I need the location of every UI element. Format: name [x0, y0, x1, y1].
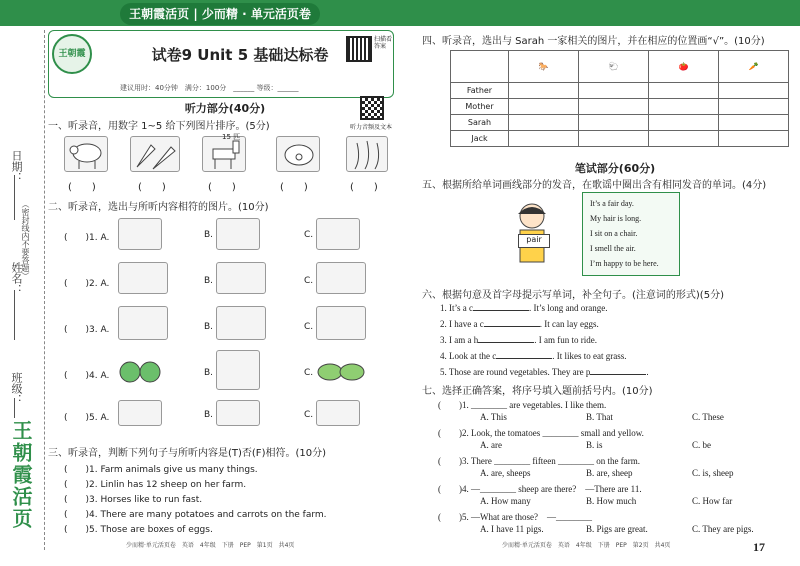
s6-item: 4. Look at the c . It likes to eat grass.: [440, 351, 627, 361]
class-line: [14, 398, 15, 418]
s7-option[interactable]: B. are, sheep: [586, 468, 633, 478]
s2-q3-b-label: B.: [204, 322, 214, 332]
tick-cell[interactable]: [579, 131, 649, 147]
s7-option[interactable]: C. They are pigs.: [692, 524, 754, 534]
s2-q5-number[interactable]: ( )5. A.: [64, 413, 110, 423]
farm-picture[interactable]: [216, 262, 266, 294]
tick-cell[interactable]: [649, 83, 719, 99]
page-title: 试卷9 Unit 5 基础达标卷: [151, 46, 329, 64]
s6-item: 3. I am a h . I am fun to ride.: [440, 335, 597, 345]
s7-option[interactable]: B. How much: [586, 496, 637, 506]
answer-paren[interactable]: ( ): [68, 182, 96, 193]
table-row-label: Jack: [451, 131, 509, 147]
horse-count-label: 15 匹: [222, 133, 241, 141]
potatoes-picture[interactable]: [316, 356, 366, 388]
s7-option[interactable]: A. are: [480, 440, 502, 450]
fill-blank[interactable]: [473, 302, 529, 311]
tick-cell[interactable]: [719, 99, 789, 115]
class-label: 班级：: [10, 372, 23, 405]
qr-caption: 扫描看答案: [374, 36, 393, 50]
sheep-picture[interactable]: [316, 218, 360, 250]
s2-q2-c-label: C.: [304, 276, 314, 286]
s6-item: 2. I have a c . It can lay eggs.: [440, 319, 599, 329]
chant-line[interactable]: I’m happy to be here.: [590, 259, 659, 268]
section-7-title: 七、选择正确答案，将序号填入题前括号内。(10分): [422, 386, 653, 397]
animals-picture[interactable]: [118, 400, 162, 426]
chant-line[interactable]: I sit on a chair.: [590, 229, 638, 238]
s7-question[interactable]: ( )1. ________ are vegetables. I like them.: [438, 400, 607, 410]
date-label: 日期：: [10, 150, 23, 183]
s7-option[interactable]: A. How many: [480, 496, 531, 506]
fill-blank[interactable]: [478, 334, 534, 343]
answer-paren[interactable]: ( ): [138, 182, 166, 193]
tick-cell[interactable]: [719, 115, 789, 131]
brand-series-label: 王朝霞活页 | 少而精 · 单元活页卷: [120, 3, 320, 25]
brand-vertical: 王朝霞活页: [9, 420, 33, 530]
name-line: [14, 290, 15, 340]
animals-picture[interactable]: [216, 400, 260, 426]
date-line: [14, 175, 15, 220]
tick-cell[interactable]: [579, 83, 649, 99]
carrots-icon: [130, 136, 180, 172]
exam-meta: 建议用时：40分钟 满分：100分 ______ 等级：______: [120, 84, 299, 92]
tick-cell[interactable]: [509, 115, 579, 131]
farm-picture[interactable]: [118, 262, 168, 294]
s2-q1-b-label: B.: [204, 230, 214, 240]
table-row-label: Mother: [451, 99, 509, 115]
s7-option[interactable]: A. This: [480, 412, 507, 422]
tomatoes-picture[interactable]: [118, 356, 162, 388]
s3-item[interactable]: ( )3. Horses like to run fast.: [64, 495, 203, 505]
name-label: 姓名：: [10, 262, 23, 295]
sheep-icon: [64, 136, 108, 172]
table-row-label: Sarah: [451, 115, 509, 131]
green-beans-icon: [346, 136, 388, 172]
sheep-icon: 🐑: [579, 51, 649, 83]
seal-line: [44, 30, 45, 550]
s7-option[interactable]: C. is, sheep: [692, 468, 734, 478]
s7-option[interactable]: C. How far: [692, 496, 733, 506]
s2-q4-number[interactable]: ( )4. A.: [64, 371, 110, 381]
s2-q2-b-label: B.: [204, 276, 214, 286]
s3-item[interactable]: ( )2. Linlin has 12 sheep on her farm.: [64, 480, 247, 490]
s7-question[interactable]: ( )2. Look, the tomatoes ________ small and yellow.: [438, 428, 644, 438]
section-5-title: 五、根据所给单词画线部分的发音，在歌谣中圈出含有相同发音的单词。(4分): [422, 180, 767, 191]
bee-picture[interactable]: [216, 218, 260, 250]
section-3-title: 三、听录音，判断下列句子与所听内容是(T)否(F)相符。(10分): [48, 448, 326, 459]
tick-cell[interactable]: [649, 115, 719, 131]
tick-cell[interactable]: [719, 83, 789, 99]
pig-icon: [276, 136, 320, 172]
tick-cell[interactable]: [509, 99, 579, 115]
tick-cell[interactable]: [579, 115, 649, 131]
s2-q2-number[interactable]: ( )2. A.: [64, 279, 110, 289]
s2-q1-c-label: C.: [304, 230, 314, 240]
tick-cell[interactable]: [649, 99, 719, 115]
horse-icon: 🐎: [509, 51, 579, 83]
tomatoes-icon: 🍅: [649, 51, 719, 83]
s3-item[interactable]: ( )4. There are many potatoes and carrots on the farm.: [64, 510, 327, 520]
seal-note: （密封线内不要答题）: [21, 200, 30, 280]
chant-line[interactable]: My hair is long.: [590, 214, 642, 223]
carrots-icon: 🥕: [719, 51, 789, 83]
tick-cell[interactable]: [649, 131, 719, 147]
section-2-title: 二、听录音，选出与所听内容相符的图片。(10分): [48, 202, 269, 213]
s3-item[interactable]: ( )1. Farm animals give us many things.: [64, 465, 258, 475]
chant-line[interactable]: It’s a fair day.: [590, 199, 634, 208]
section-6-title: 六、根据句意及首字母提示写单词，补全句子。(注意词的形式)(5分): [422, 290, 724, 301]
audio-caption: 听力音频及文本: [350, 124, 393, 131]
audio-qr-icon[interactable]: [360, 96, 384, 120]
sarah-family-table: [450, 50, 789, 147]
tick-cell[interactable]: [719, 131, 789, 147]
s7-question[interactable]: ( )4. —________ sheep are there? —There are 11.: [438, 484, 642, 494]
tick-cell[interactable]: [579, 99, 649, 115]
section-1-title: 一、听录音，用数字 1~5 给下列图片排序。(5分): [48, 121, 270, 132]
s7-question[interactable]: ( )3. There ________ fifteen ________ on the farm.: [438, 456, 641, 466]
s2-q4-c-label: C.: [304, 368, 314, 378]
garden-picture[interactable]: [216, 306, 266, 340]
tick-cell[interactable]: [509, 131, 579, 147]
chant-line[interactable]: I smell the air.: [590, 244, 636, 253]
tick-cell[interactable]: [509, 83, 579, 99]
answer-paren[interactable]: ( ): [280, 182, 308, 193]
s7-question[interactable]: ( )5. —What are those? —________: [438, 512, 592, 522]
barn-picture[interactable]: [118, 306, 168, 340]
s2-q4-b-label: B.: [204, 368, 214, 378]
written-title: 笔试部分(60分): [574, 162, 656, 175]
right-footer: 少而精·单元活页卷 英语 4年级 下册 PEP 第2页 共4页: [502, 542, 671, 549]
farm-picture[interactable]: [316, 262, 366, 294]
s2-q3-number[interactable]: ( )3. A.: [64, 325, 110, 335]
mouse-picture[interactable]: [118, 218, 162, 250]
answer-paren[interactable]: ( ): [208, 182, 236, 193]
s7-option[interactable]: C. These: [692, 412, 724, 422]
page-number: 17: [753, 540, 765, 554]
animals-picture[interactable]: [316, 400, 360, 426]
s3-item[interactable]: ( )5. Those are boxes of eggs.: [64, 525, 213, 535]
fill-blank[interactable]: [590, 366, 646, 375]
s7-option[interactable]: B. Pigs are great.: [586, 524, 648, 534]
section-4-title: 四、听录音，选出与 Sarah 一家相关的图片，并在相应的位置画“√”。(10分): [422, 36, 765, 47]
answer-paren[interactable]: ( ): [350, 182, 378, 193]
fill-blank[interactable]: [496, 350, 552, 359]
s7-option[interactable]: C. be: [692, 440, 711, 450]
listening-title: 听力部分(40分): [184, 102, 266, 115]
table-row-label: Father: [451, 83, 509, 99]
s2-q1-number[interactable]: ( )1. A.: [64, 233, 110, 243]
fill-blank[interactable]: [484, 318, 540, 327]
s6-item: 5. Those are round vegetables. They are p .: [440, 367, 649, 377]
left-footer: 少而精·单元活页卷 英语 4年级 下册 PEP 第1页 共4页: [126, 542, 295, 549]
s7-option[interactable]: A. are, sheeps: [480, 468, 531, 478]
table-corner: [451, 51, 509, 83]
s7-option[interactable]: B. That: [586, 412, 613, 422]
s2-q5-c-label: C.: [304, 410, 314, 420]
brand-logo: 王朝霞: [52, 34, 92, 74]
pair-card: pair: [518, 234, 550, 248]
qr-code-icon[interactable]: [346, 36, 372, 62]
s7-option[interactable]: A. I have 11 pigs.: [480, 524, 544, 534]
building-picture[interactable]: [316, 306, 366, 340]
s6-item: 1. It’s a c . It’s long and orange.: [440, 303, 608, 313]
grapes-picture[interactable]: [216, 350, 260, 390]
s2-q3-c-label: C.: [304, 322, 314, 332]
s2-q5-b-label: B.: [204, 410, 214, 420]
s7-option[interactable]: B. is: [586, 440, 603, 450]
